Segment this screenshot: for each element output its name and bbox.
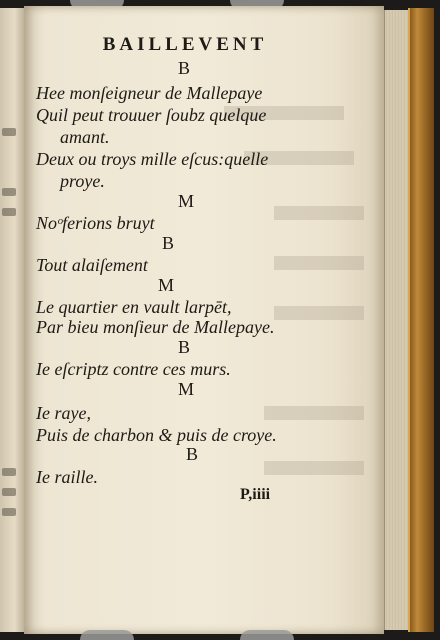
left-page-fragment	[2, 128, 16, 136]
left-page-edge	[0, 8, 25, 632]
verse-line: amant.	[60, 127, 110, 147]
verse-line: Ie eſcriptz contre ces murs.	[36, 359, 231, 379]
left-page-fragment	[2, 208, 16, 216]
verse-line: Hee monſeigneur de Mallepaye	[36, 83, 263, 103]
verse-line: Noᵒferions bruyt	[36, 213, 155, 233]
verse-line: Ie raille.	[36, 467, 98, 487]
speaker-label: M	[158, 275, 175, 295]
left-page-fragment	[2, 488, 16, 496]
bleed-through	[274, 206, 364, 220]
left-page-fragment	[2, 468, 16, 476]
verse-line: Quil peut trouuer ſoubz quelque	[36, 105, 267, 125]
verse-line: Ie raye,	[36, 403, 91, 423]
bottom-right-clamp	[240, 630, 294, 640]
speaker-label: B	[186, 444, 199, 464]
verse-line: Deux ou troys mille eſcus:quelle	[36, 149, 269, 169]
left-page-fragment	[2, 508, 16, 516]
speaker-label: B	[162, 233, 175, 253]
verse-line: proye.	[60, 171, 105, 191]
running-header: BAILLEVENT	[102, 34, 268, 55]
speaker-label: M	[178, 191, 195, 211]
verse-line: Tout alaiſement	[36, 255, 148, 275]
page-stack-edge	[384, 10, 411, 630]
speaker-label: B	[178, 337, 191, 357]
gilt-binding	[408, 8, 434, 632]
bleed-through	[274, 306, 364, 320]
speaker-label: B	[178, 58, 191, 78]
signature-mark: P,iiii	[240, 486, 271, 503]
verse-line: Par bieu monſieur de Mallepaye.	[36, 317, 275, 337]
left-page-fragment	[2, 188, 16, 196]
speaker-label: M	[178, 379, 195, 399]
bleed-through	[264, 406, 364, 420]
bleed-through	[264, 461, 364, 475]
bottom-left-clamp	[80, 630, 134, 640]
verse-line: Le quartier en vault larpēt,	[36, 297, 232, 317]
bleed-through	[274, 256, 364, 270]
verse-line: Puis de charbon & puis de croye.	[36, 425, 277, 445]
